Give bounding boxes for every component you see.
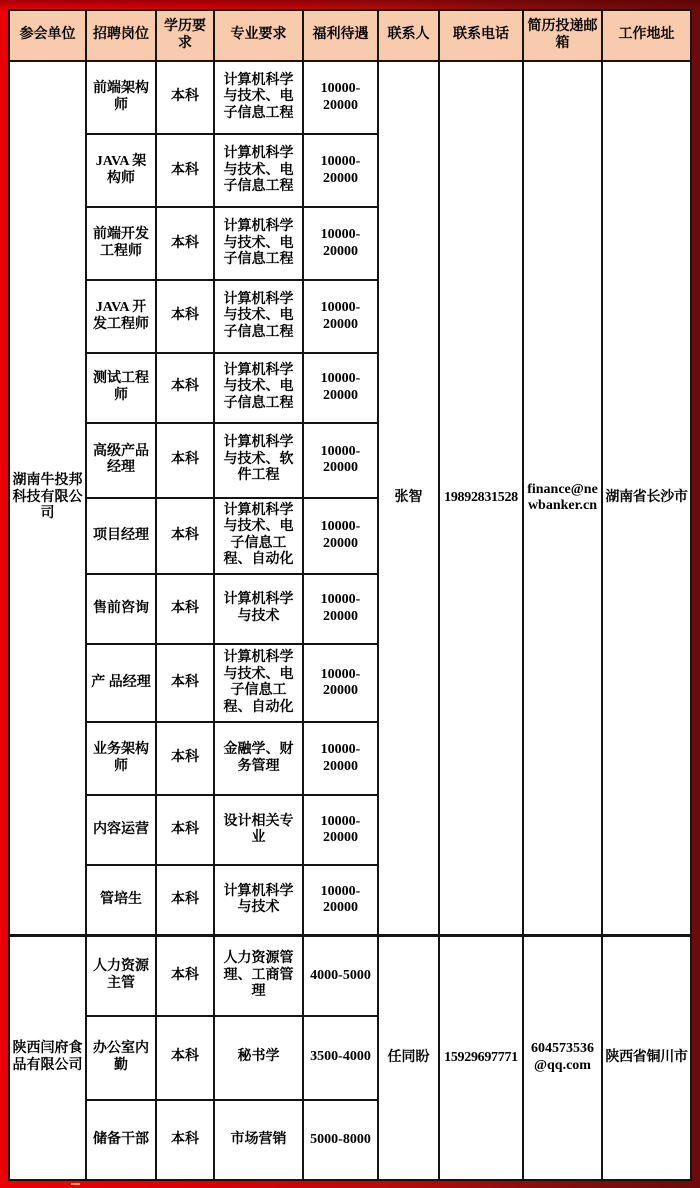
job-position: 前端开发工程师 [86, 207, 156, 280]
job-salary: 10000-20000 [303, 865, 378, 935]
job-major: 计算机科学与技术 [214, 574, 303, 644]
job-education: 本科 [156, 423, 214, 498]
header-salary: 福利待遇 [303, 10, 378, 61]
job-salary: 10000-20000 [303, 644, 378, 722]
job-position: 测试工程师 [86, 353, 156, 423]
job-position: JAVA 架构师 [86, 134, 156, 207]
header-email: 简历投递邮箱 [523, 10, 602, 61]
job-position: 人力资源主管 [86, 936, 156, 1016]
job-salary: 4000-5000 [303, 936, 378, 1016]
recruitment-table [8, 9, 692, 1181]
work-address: 陕西省铜川市 [602, 936, 691, 1181]
job-major: 计算机科学与技术、电子信息工程 [214, 353, 303, 423]
job-education: 本科 [156, 207, 214, 280]
job-salary: 10000-20000 [303, 134, 378, 207]
header-phone: 联系电话 [439, 10, 523, 61]
company-name: 湖南牛投邦科技有限公司 [9, 61, 86, 935]
job-education: 本科 [156, 1100, 214, 1180]
job-education: 本科 [156, 936, 214, 1016]
job-position: 管培生 [86, 865, 156, 935]
job-major: 计算机科学与技术、电子信息工程、自动化 [214, 644, 303, 722]
work-address: 湖南省长沙市 [602, 61, 691, 935]
job-major: 设计相关专业 [214, 795, 303, 865]
job-major: 计算机科学与技术、电子信息工程 [214, 61, 303, 134]
job-salary: 10000-20000 [303, 498, 378, 574]
job-education: 本科 [156, 498, 214, 574]
job-education: 本科 [156, 795, 214, 865]
company-name: 陕西闫府食品有限公司 [9, 936, 86, 1181]
job-salary: 10000-20000 [303, 61, 378, 134]
job-major: 计算机科学与技术、电子信息工程 [214, 207, 303, 280]
job-major: 秘书学 [214, 1016, 303, 1100]
header-contact: 联系人 [378, 10, 439, 61]
table-row [9, 61, 691, 134]
job-position: 项目经理 [86, 498, 156, 574]
job-education: 本科 [156, 134, 214, 207]
job-major: 人力资源管理、工商管理 [214, 936, 303, 1016]
job-education: 本科 [156, 353, 214, 423]
contact-phone: 19892831528 [439, 61, 523, 935]
job-salary: 10000-20000 [303, 353, 378, 423]
job-salary: 3500-4000 [303, 1016, 378, 1100]
job-position: 高级产品经理 [86, 423, 156, 498]
job-major: 金融学、财务管理 [214, 722, 303, 795]
header-education: 学历要求 [156, 10, 214, 61]
table-row [9, 936, 691, 1016]
contact-phone: 15929697771 [439, 936, 523, 1181]
job-education: 本科 [156, 280, 214, 352]
job-major: 计算机科学与技术、软件工程 [214, 423, 303, 498]
job-major: 计算机科学与技术、电子信息工程、自动化 [214, 498, 303, 574]
job-education: 本科 [156, 574, 214, 644]
job-major: 计算机科学与技术、电子信息工程 [214, 134, 303, 207]
job-major: 市场营销 [214, 1100, 303, 1180]
job-position: 前端架构师 [86, 61, 156, 134]
job-education: 本科 [156, 1016, 214, 1100]
job-education: 本科 [156, 644, 214, 722]
contact-person: 张智 [378, 61, 439, 935]
job-position: JAVA 开发工程师 [86, 280, 156, 352]
job-position: 售前咨询 [86, 574, 156, 644]
job-position: 办公室内勤 [86, 1016, 156, 1100]
contact-email: finance@newbanker.cn [523, 61, 602, 935]
bottom-edge-dash [71, 1183, 80, 1185]
job-salary: 10000-20000 [303, 722, 378, 795]
job-position: 业务架构师 [86, 722, 156, 795]
job-education: 本科 [156, 61, 214, 134]
job-salary: 10000-20000 [303, 280, 378, 352]
header-company: 参会单位 [9, 10, 86, 61]
job-position: 产 品经理 [86, 644, 156, 722]
contact-person: 任同盼 [378, 936, 439, 1181]
header-address: 工作地址 [602, 10, 691, 61]
job-major: 计算机科学与技术、电子信息工程 [214, 280, 303, 352]
header-row [9, 10, 691, 61]
header-position: 招聘岗位 [86, 10, 156, 61]
job-major: 计算机科学与技术 [214, 865, 303, 935]
job-salary: 10000-20000 [303, 207, 378, 280]
job-salary: 10000-20000 [303, 574, 378, 644]
job-salary: 5000-8000 [303, 1100, 378, 1180]
contact-email: 604573536@qq.com [523, 936, 602, 1181]
job-position: 储备干部 [86, 1100, 156, 1180]
job-salary: 10000-20000 [303, 795, 378, 865]
job-education: 本科 [156, 722, 214, 795]
job-salary: 10000-20000 [303, 423, 378, 498]
job-education: 本科 [156, 865, 214, 935]
recruitment-table-sheet [8, 9, 690, 1181]
job-position: 内容运营 [86, 795, 156, 865]
header-major: 专业要求 [214, 10, 303, 61]
